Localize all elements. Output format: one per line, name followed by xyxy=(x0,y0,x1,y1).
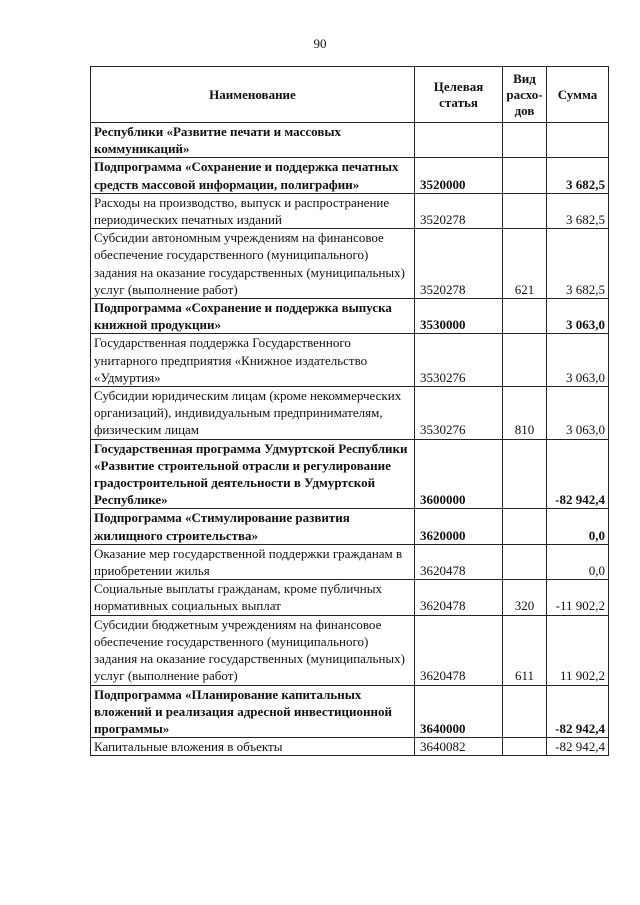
row-sum-cell: 3 063,0 xyxy=(547,387,609,440)
table-row xyxy=(91,334,609,387)
row-type-cell xyxy=(503,123,547,158)
row-type-cell xyxy=(503,439,547,509)
row-name-cell: Республики «Развитие печати и массовых коммуникаций» xyxy=(91,123,415,158)
header-target-article: Целевая статья xyxy=(415,67,503,123)
row-type-cell: 621 xyxy=(503,229,547,299)
row-type-cell xyxy=(503,738,547,756)
row-code-cell xyxy=(415,123,503,158)
row-name-cell: Государственная поддержка Государственного унитарного предприятия «Книжное издательство «Удмуртия» xyxy=(91,334,415,387)
table-row xyxy=(91,544,609,579)
row-name-cell: Подпрограмма «Стимулирование развития жилищного строительства» xyxy=(91,509,415,544)
row-sum-cell xyxy=(547,123,609,158)
row-name-cell: Социальные выплаты гражданам, кроме публичных нормативных социальных выплат xyxy=(91,580,415,615)
table-row xyxy=(91,387,609,440)
row-type-cell: 611 xyxy=(503,615,547,685)
page-number: 90 xyxy=(313,36,327,51)
row-name-cell: Подпрограмма «Сохранение и поддержка выпуска книжной продукции» xyxy=(91,299,415,334)
row-name-cell: Капитальные вложения в объекты xyxy=(91,738,415,756)
row-name-cell: Государственная программа Удмуртской Республики «Развитие строительной отрасли и регулирование градостроительной деятельности в Удмуртской Республике» xyxy=(91,439,415,509)
row-sum-cell: -82 942,4 xyxy=(547,685,609,738)
table-row xyxy=(91,193,609,228)
row-code-cell: 3530276 xyxy=(415,387,503,440)
budget-table xyxy=(90,66,609,756)
table-row xyxy=(91,123,609,158)
table-row xyxy=(91,299,609,334)
row-name-cell: Субсидии юридическим лицам (кроме некоммерческих организаций), индивидуальным предпринимателям, физическим лицам xyxy=(91,387,415,440)
table-row xyxy=(91,580,609,615)
row-sum-cell: -82 942,4 xyxy=(547,738,609,756)
table-row xyxy=(91,229,609,299)
row-sum-cell: 3 063,0 xyxy=(547,334,609,387)
row-type-cell: 320 xyxy=(503,580,547,615)
row-sum-cell: 0,0 xyxy=(547,509,609,544)
row-type-cell xyxy=(503,334,547,387)
row-code-cell: 3620478 xyxy=(415,615,503,685)
row-code-cell: 3520278 xyxy=(415,193,503,228)
row-code-cell: 3640082 xyxy=(415,738,503,756)
row-type-cell xyxy=(503,509,547,544)
table-body xyxy=(91,123,609,756)
table-row xyxy=(91,158,609,193)
row-code-cell: 3620000 xyxy=(415,509,503,544)
table-header-row xyxy=(91,67,609,123)
row-code-cell: 3530000 xyxy=(415,299,503,334)
row-type-cell xyxy=(503,299,547,334)
row-code-cell: 3620478 xyxy=(415,580,503,615)
row-type-cell xyxy=(503,685,547,738)
row-type-cell xyxy=(503,193,547,228)
header-expense-type: Вид расхо-дов xyxy=(503,67,547,123)
row-name-cell: Субсидии бюджетным учреждениям на финансовое обеспечение государственного (муниципального) задания на оказание государственных (муниципальных) услуг (выполнение работ) xyxy=(91,615,415,685)
table-row xyxy=(91,439,609,509)
row-sum-cell: 11 902,2 xyxy=(547,615,609,685)
row-type-cell xyxy=(503,158,547,193)
row-code-cell: 3520000 xyxy=(415,158,503,193)
row-name-cell: Расходы на производство, выпуск и распространение периодических печатных изданий xyxy=(91,193,415,228)
row-code-cell: 3640000 xyxy=(415,685,503,738)
row-type-cell: 810 xyxy=(503,387,547,440)
row-sum-cell: 3 682,5 xyxy=(547,193,609,228)
row-type-cell xyxy=(503,544,547,579)
table-row xyxy=(91,685,609,738)
row-code-cell: 3530276 xyxy=(415,334,503,387)
row-sum-cell: 0,0 xyxy=(547,544,609,579)
row-sum-cell: -11 902,2 xyxy=(547,580,609,615)
row-code-cell: 3620478 xyxy=(415,544,503,579)
row-name-cell: Оказание мер государственной поддержки гражданам в приобретении жилья xyxy=(91,544,415,579)
row-name-cell: Подпрограмма «Сохранение и поддержка печатных средств массовой информации, полиграфии» xyxy=(91,158,415,193)
row-name-cell: Субсидии автономным учреждениям на финансовое обеспечение государственного (муниципального) задания на оказание государственных (муниципальных) услуг (выполнение работ) xyxy=(91,229,415,299)
row-sum-cell: 3 682,5 xyxy=(547,229,609,299)
table-row xyxy=(91,738,609,756)
row-code-cell: 3520278 xyxy=(415,229,503,299)
table-row xyxy=(91,509,609,544)
row-sum-cell: 3 063,0 xyxy=(547,299,609,334)
row-code-cell: 3600000 xyxy=(415,439,503,509)
table-row xyxy=(91,615,609,685)
header-name: Наименование xyxy=(91,67,415,123)
row-sum-cell: 3 682,5 xyxy=(547,158,609,193)
header-sum: Сумма xyxy=(547,67,609,123)
row-sum-cell: -82 942,4 xyxy=(547,439,609,509)
row-name-cell: Подпрограмма «Планирование капитальных вложений и реализация адресной инвестиционной программы» xyxy=(91,685,415,738)
